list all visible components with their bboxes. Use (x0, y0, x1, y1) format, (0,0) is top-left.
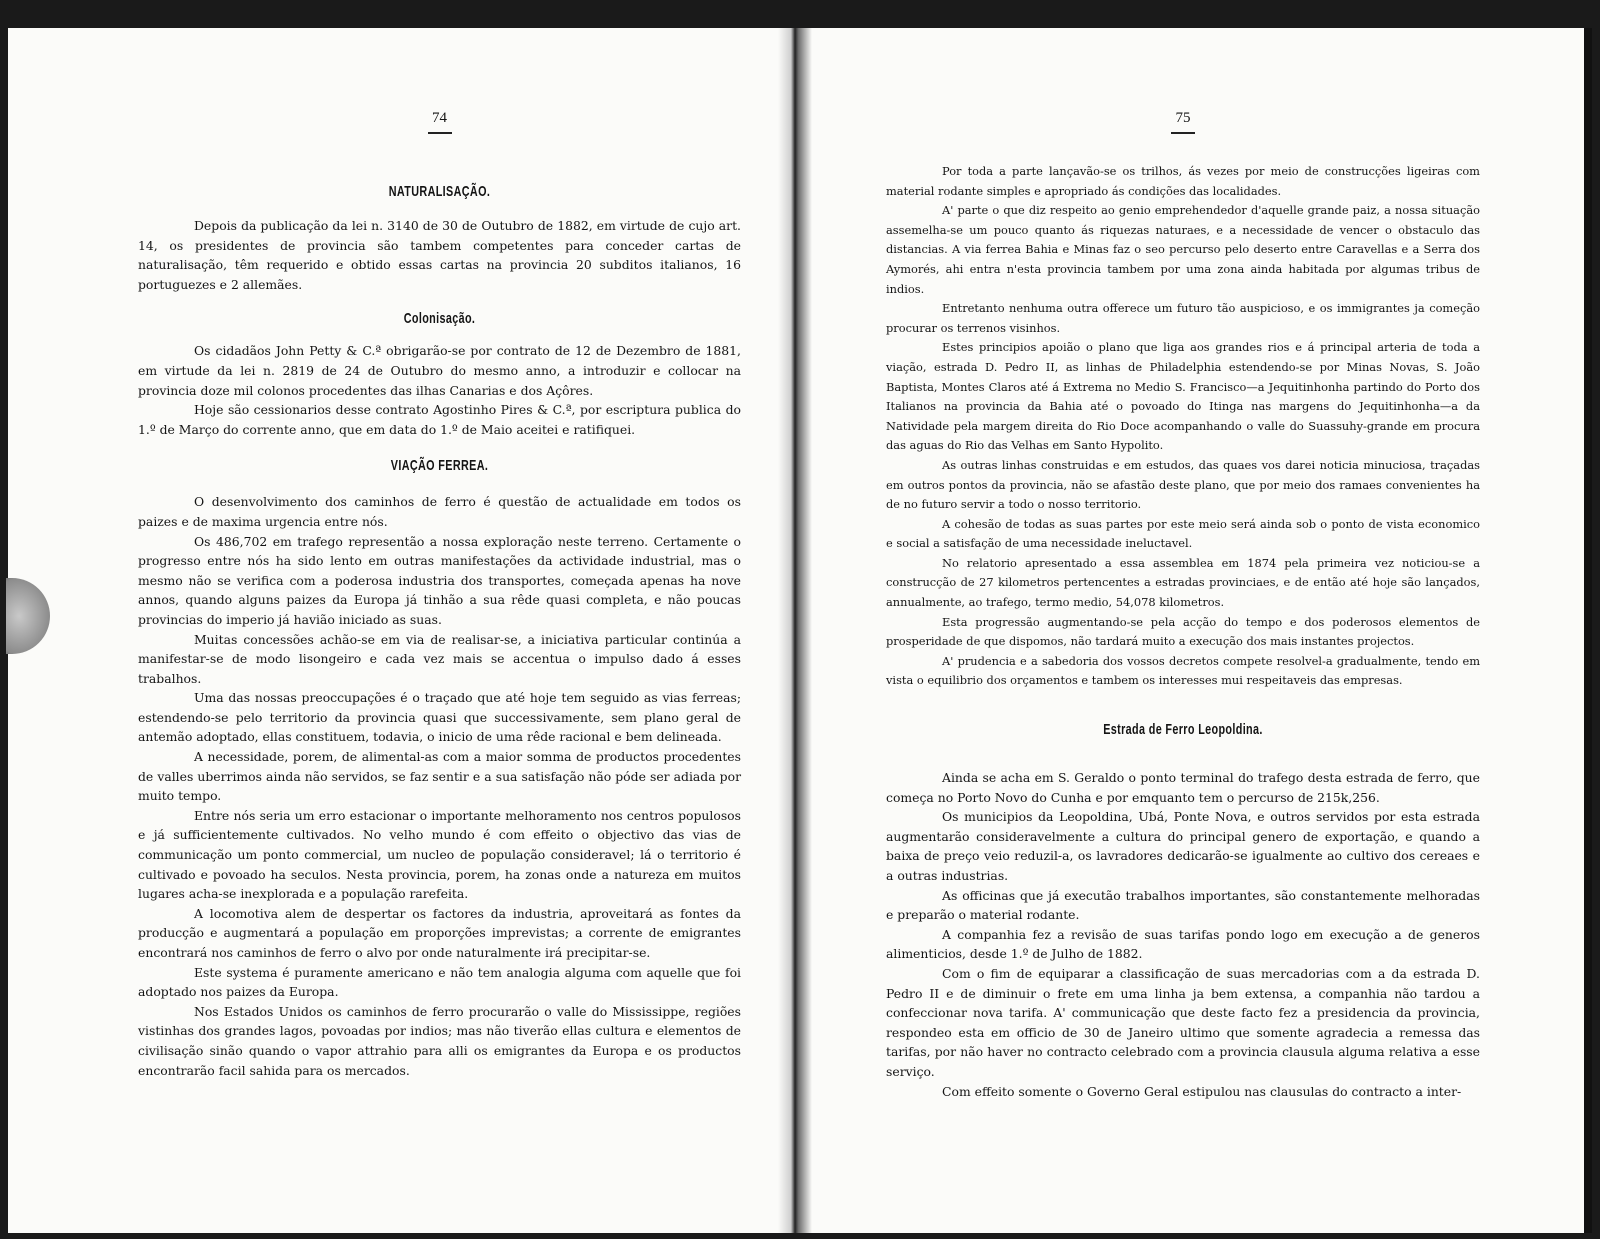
right-border (1584, 28, 1592, 1233)
paragraph: Este systema é puramente americano e não tem analogia alguma com aquelle que foi adoptado nos paizes da Europa. (138, 964, 741, 1000)
paragraph: As outras linhas construidas e em estudos, das quaes vos darei noticia minuciosa, traçadas em outros pontos da provincia, não se afastão deste plano, que por meio dos ramaes convenientes ha de no futuro servir a todo o nosso territorio. (886, 457, 1480, 512)
paragraph: Esta progressão augmentando-se pela acção do tempo e dos poderosos elementos de prosperidade de que dispomos, não tardará muito a execução dos mais instantes projectos. (886, 614, 1480, 649)
paragraph: Entre nós seria um erro estacionar o importante melhoramento nos centros populosos e já sufficientemente cultivados. No velho mundo é com effeito o objectivo das vias de communicação um ponto commercial, um nucleo de população consideravel; lá o territorio é cultivado e povoado ha seculos. Nesta provincia, porem, ha zonas onde a natureza em muitos lugares acha-se inexplorada e a população rarefeita. (138, 807, 741, 902)
paragraph: A necessidade, porem, de alimental-as com a maior somma de productos procedentes de valles uberrimos ainda não servidos, se faz sentir e a sua satisfação não póde ser adiada por muito tempo. (138, 749, 741, 804)
paragraph: Os cidadãos John Petty & C.ª obrigarão-se por contrato de 12 de Dezembro de 1881, em virtude da lei n. 2819 de 24 de Outubro do mesmo anno, a introduzir e collocar na provincia doze mil colonos procedentes das ilhas Canarias e dos Açôres. (138, 343, 741, 398)
paragraph: As officinas que já executão trabalhos importantes, são constantemente melhoradas e preparão o material rodante. (886, 887, 1480, 923)
paragraph: Muitas concessões achão-se em via de realisar-se, a iniciativa particular continúa a manifestar-se de modo lisongeiro e cada vez mais se accentua o impulso dado á esses trabalhos. (138, 631, 741, 686)
paragraph: O desenvolvimento dos caminhos de ferro é questão de actualidade em todos os paizes e de maxima urgencia entre nós. (138, 494, 741, 529)
paragraph: A' parte o que diz respeito ao genio emprehendedor d'aquelle grande paiz, a nossa situação assemelha-se um pouco quanto ás riquezas naturaes, e a necessidade de vencer o obstaculo das distancias. A via ferrea Bahia e Minas faz o seo percurso pelo deserto entre Caravellas e a Serra dos Aymorés, ahi entra n'esta provincia tambem por uma zona ainda habitada por algumas tribus de indios. (886, 203, 1480, 296)
right-page (886, 28, 1480, 1233)
paragraph: Os municipios da Leopoldina, Ubá, Ponte Nova, e outros servidos por esta estrada augmentarão consideravelmente a cultura do principal genero de exportação, e quando a baixa de preço veio reduzil-a, os lavradores dedicarão-se igualmente ao cultivo dos cereaes e a outras industrias. (886, 809, 1480, 883)
paragraph: Uma das nossas preoccupações é o traçado que até hoje tem seguido as vias ferreas; estendendo-se pelo territorio da provincia quasi que successivamente, sem plano geral de antemão adoptado, ellas constituem, todavia, o inicio de uma rêde racional e bem delineada. (138, 690, 741, 745)
paragraph: A companhia fez a revisão de suas tarifas pondo logo em execução a de generos alimenticios, desde 1.º de Julho de 1882. (886, 926, 1480, 962)
paragraph: Estes principios apoião o plano que liga aos grandes rios e á principal arteria de toda a viação, estrada D. Pedro II, as linhas de Philadelphia estendendo-se por Minas Novas, S. João Baptista, Montes Claros até á Extrema no Medio S. Francisco—a Jequitinhonha partindo do Porto dos Italianos na provincia da Bahia até o povoado do Itinga nas margens do Jequitinhonha—a da Natividade pela margem direita do Rio Doce acompanhando o valle do Suassuhy-grande em procura das aguas do Rio das Velhas em Santo Hypolito. (886, 340, 1480, 453)
paragraph: Entretanto nenhuma outra offerece um futuro tão auspicioso, e os immigrantes ja começão procurar os terrenos visinhos. (886, 301, 1480, 335)
paragraph: Os 486,702 em trafego representão a nossa exploração neste terreno. Certamente o progresso entre nós ha sido lento em outras manifestações da actividade industrial, mas o mesmo não se verifica com a poderosa industria dos transportes, começada apenas ha nove annos, quando alguns paizes da Europa já tinhão a sua rêde quasi completa, e não poucas provincias do imperio já havião iniciado as suas. (138, 533, 741, 627)
paragraph: A locomotiva alem de despertar os factores da industria, aproveitará as fontes da producção e augmentará a população em proporções imprevistas; a corrente de emigrantes encontrará nos caminhos de ferro o alvo por onde naturalmente irá precipitar-se. (138, 905, 741, 960)
paragraph: Nos Estados Unidos os caminhos de ferro procurarão o valle do Mississippe, regiões vistinhas dos grandes lagos, povoadas por indios; mas não tiverão ellas cultura e elementos de civilisação sinão quando o vapor attrahio para alli os emigrantes da Europa e os productos encontrarão facil sahida para os mercados. (138, 1003, 741, 1078)
paragraph: Ainda se acha em S. Geraldo o ponto terminal do trafego desta estrada de ferro, que começa no Porto Novo do Cunha e por emquanto tem o percurso de 215k,256. (886, 770, 1480, 805)
paragraph: Depois da publicação da lei n. 3140 de 30 de Outubro de 1882, em virtude de cujo art. 14, os presidentes de provincia são tambem competentes para conceder cartas de naturalisação, têm requerido e obtido essas cartas na provincia 20 subditos italianos, 16 portuguezes e 2 allemães. (138, 218, 741, 292)
paragraph: No relatorio apresentado a essa assemblea em 1874 pela primeira vez noticiou-se a construcção de 27 kilometros pertencentes a estradas provinciaes, e de então até hoje são lançados, annualmente, ao trafego, termo medio, 54,078 kilometros. (886, 555, 1480, 610)
page-number: 75 (1175, 110, 1191, 126)
section-heading-leopoldina: Estrada de Ferro Leopoldina. (1103, 721, 1263, 739)
paragraph: Por toda a parte lançavão-se os trilhos, ás vezes por meio de construcções ligeiras com material rodante simples e apropriado ás condições das localidades. (886, 164, 1480, 198)
section-heading-naturalisacao: NATURALISAÇÃO. (388, 183, 491, 200)
paragraph: Com effeito somente o Governo Geral estipulou nas clausulas do contracto a inter- (942, 1083, 1462, 1099)
paragraph: A' prudencia e a sabedoria dos vossos decretos compete resolvel-a gradualmente, tendo em vista o equilibrio dos orçamentos e tambem os interesses mui respeitaveis das empresas. (886, 653, 1480, 688)
paragraph: Hoje são cessionarios desse contrato Agostinho Pires & C.ª, por escriptura publica do 1.º de Março do corrente anno, que em data do 1.º de Maio aceitei e ratifiquei. (138, 402, 741, 437)
paragraph: A cohesão de todas as suas partes por este meio será ainda sob o ponto de vista economico e social a satisfação de uma necessidade ineluctavel. (886, 516, 1480, 551)
book-gutter (778, 28, 812, 1233)
section-heading-colonisacao: Colonisação. (403, 310, 476, 328)
left-page (138, 28, 741, 1233)
section-heading-viacao-ferrea: VIAÇÃO FERREA. (390, 457, 489, 475)
page-number: 74 (432, 110, 447, 126)
paragraph: Com o fim de equiparar a classificação de suas mercadorias com a da estrada D. Pedro II e de diminuir o frete em uma linha ja bem extensa, a companhia não tardou a confeccionar nova tarifa. A' communicação que deste facto fez a presidencia da provincia, respondeo esta em officio de 30 de Janeiro ultimo que somente agradecia a remessa das tarifas, por não haver no contracto celebrado com a provincia clausula alguma relativa a esse serviço. (886, 965, 1480, 1079)
